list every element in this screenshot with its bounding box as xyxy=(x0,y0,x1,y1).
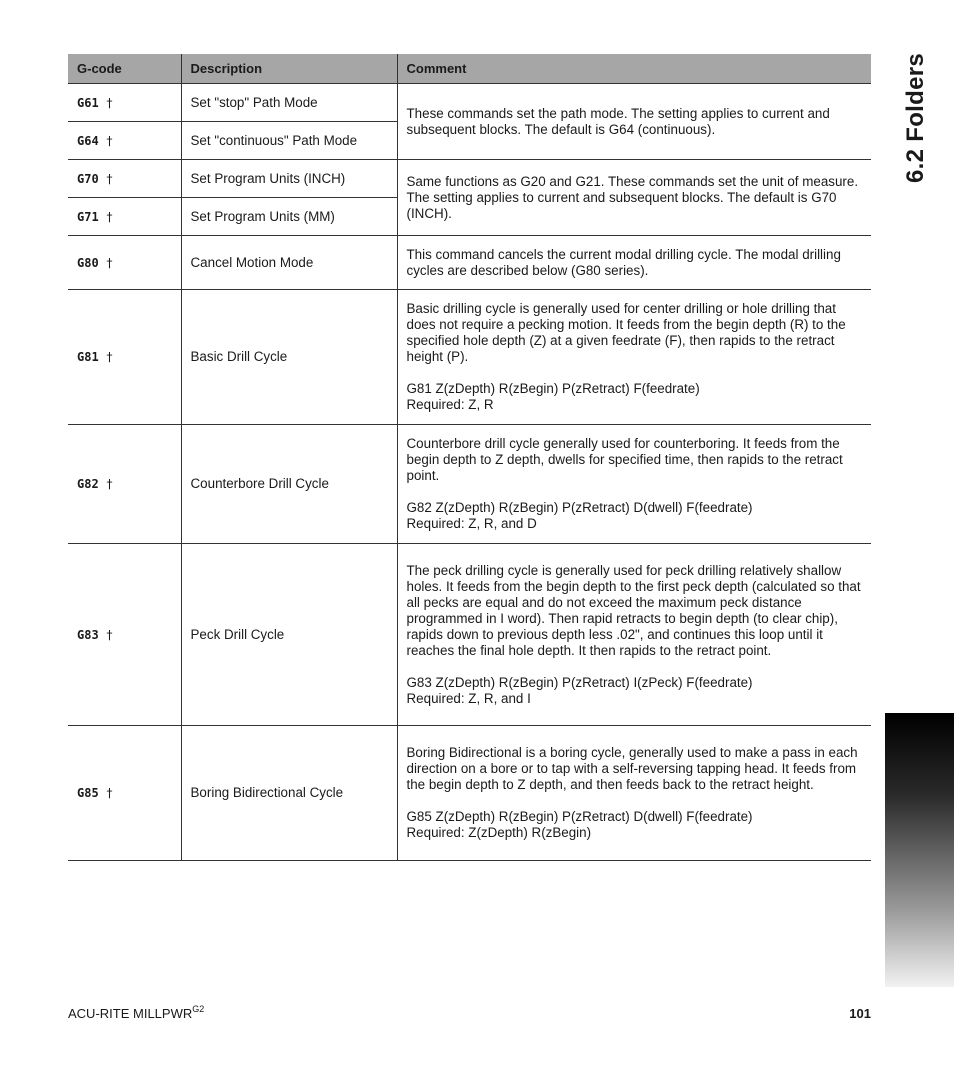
gcode-label: G71 xyxy=(77,209,99,224)
table-row xyxy=(68,425,871,544)
syntax-text: G81 Z(zDepth) R(zBegin) P(zRetract) F(feedrate) Required: Z, R xyxy=(406,381,700,412)
description-cell: Cancel Motion Mode xyxy=(181,236,397,290)
description-cell: Set "continuous" Path Mode xyxy=(181,122,397,160)
gcode-label: G82 xyxy=(77,477,99,491)
gcode-label: G85 xyxy=(77,786,99,800)
comment-cell xyxy=(397,726,871,861)
comment-cell xyxy=(397,84,871,160)
dagger-mark: † xyxy=(98,171,114,186)
gcode-cell xyxy=(68,198,181,236)
dagger-mark: † xyxy=(98,477,114,491)
gcode-cell xyxy=(68,236,181,290)
gcode-label: G70 xyxy=(77,171,99,186)
table-row xyxy=(68,290,871,425)
comment-cell xyxy=(397,290,871,425)
gcode-cell xyxy=(68,290,181,425)
gcode-label: G83 xyxy=(77,627,99,642)
page-number: 101 xyxy=(849,1006,871,1021)
table-header-row xyxy=(68,54,871,84)
comment-text: Boring Bidirectional is a boring cycle, generally used to make a pass in each direction on a bore or to tap with a self-reversing tapping head. It feeds from the begin depth to Z depth, and then feeds back to the retract height. xyxy=(406,745,858,792)
gcode-label: G80 xyxy=(77,255,99,270)
gcode-cell xyxy=(68,544,181,726)
dagger-mark: † xyxy=(98,95,114,110)
comment-cell xyxy=(397,236,871,290)
footer-product xyxy=(68,1004,204,1021)
comment-text: Same functions as G20 and G21. These commands set the unit of measure. The setting applies to current and subsequent blocks. The default is G70 (INCH). xyxy=(406,173,859,221)
description-cell: Set Program Units (MM) xyxy=(181,198,397,236)
gcode-cell xyxy=(68,425,181,544)
gcode-label: G61 xyxy=(77,95,99,110)
syntax-text: G83 Z(zDepth) R(zBegin) P(zRetract) I(zPeck) F(feedrate) Required: Z, R, and I xyxy=(406,674,753,706)
syntax-text: G82 Z(zDepth) R(zBegin) P(zRetract) D(dwell) F(feedrate) Required: Z, R, and D xyxy=(406,500,753,531)
table-row xyxy=(68,726,871,861)
table-row xyxy=(68,84,871,122)
comment-cell xyxy=(397,544,871,726)
comment-text: The peck drilling cycle is generally used for peck drilling relatively shallow holes. It feeds from the begin depth to the first peck depth (calculated so that all pecks are equal and do not exceed the maximum peck distance programmed in I word). Then rapid retracts to begin depth (to clear chip), rapids down to previous depth less .02", and continues this loop until it reaches the final hole depth. It then rapids to the retract point. xyxy=(406,562,861,658)
gcode-table xyxy=(68,54,871,861)
header-comment: Comment xyxy=(397,54,871,84)
description-cell: Peck Drill Cycle xyxy=(181,544,397,726)
gcode-cell xyxy=(68,84,181,122)
description-cell: Counterbore Drill Cycle xyxy=(181,425,397,544)
table-row xyxy=(68,236,871,290)
gcode-label: G81 xyxy=(77,350,99,364)
gcode-label: G64 xyxy=(77,133,99,148)
gcode-cell xyxy=(68,160,181,198)
gcode-cell xyxy=(68,726,181,861)
header-gcode: G-code xyxy=(68,54,181,84)
description-cell: Set "stop" Path Mode xyxy=(181,84,397,122)
section-title: 6.2 Folders xyxy=(902,52,929,183)
comment-text: These commands set the path mode. The setting applies to current and subsequent blocks. The default is G64 (continuous). xyxy=(406,105,830,137)
product-superscript: G2 xyxy=(192,1004,205,1014)
header-description: Description xyxy=(181,54,397,84)
syntax-text: G85 Z(zDepth) R(zBegin) P(zRetract) D(dwell) F(feedrate) Required: Z(zDepth) R(zBegin) xyxy=(406,809,753,840)
chapter-tab xyxy=(885,713,954,987)
comment-cell xyxy=(397,425,871,544)
dagger-mark: † xyxy=(98,255,114,270)
table-row xyxy=(68,544,871,726)
dagger-mark: † xyxy=(98,133,114,148)
comment-cell xyxy=(397,160,871,236)
comment-text: Counterbore drill cycle generally used for counterboring. It feeds from the begin depth to Z depth, dwells for specified time, then rapids to the retract point. xyxy=(406,436,843,483)
dagger-mark: † xyxy=(98,209,114,224)
dagger-mark: † xyxy=(98,786,114,800)
description-cell: Basic Drill Cycle xyxy=(181,290,397,425)
description-cell: Boring Bidirectional Cycle xyxy=(181,726,397,861)
table-row xyxy=(68,160,871,198)
description-cell: Set Program Units (INCH) xyxy=(181,160,397,198)
gcode-cell xyxy=(68,122,181,160)
dagger-mark: † xyxy=(98,627,114,642)
comment-text: Basic drilling cycle is generally used for center drilling or hole drilling that does not require a pecking motion. It feeds from the begin depth (R) to the specified hole depth (Z) at a given feedrate (F), then rapids to the retract height (P). xyxy=(406,301,846,364)
product-name: ACU-RITE MILLPWR xyxy=(68,1006,193,1021)
comment-text: This command cancels the current modal drilling cycle. The modal drilling cycles are described below (G80 series). xyxy=(406,246,841,278)
dagger-mark: † xyxy=(98,350,114,364)
